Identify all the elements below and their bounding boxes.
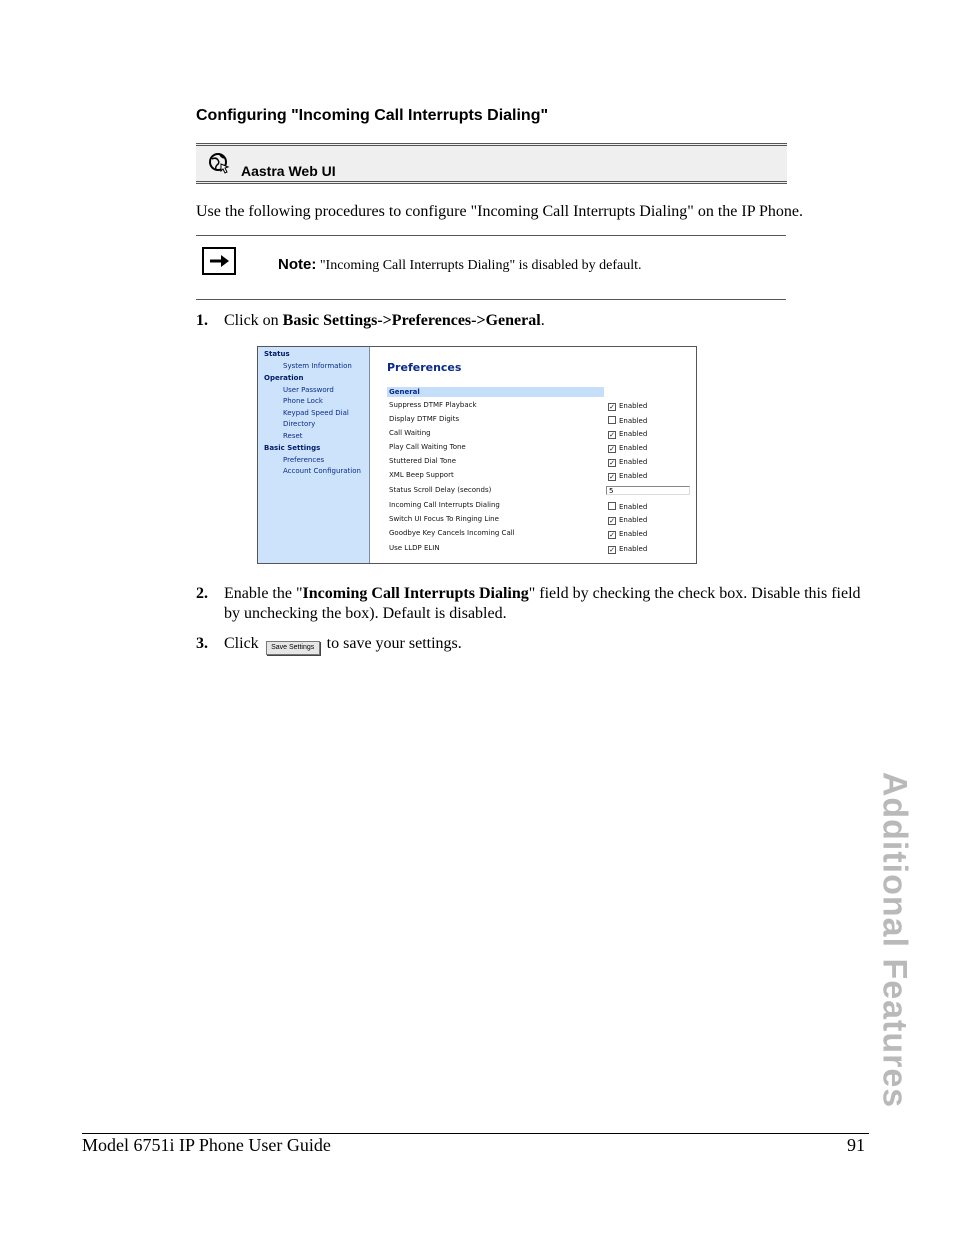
pref-label: Stuttered Dial Tone <box>389 457 457 465</box>
page-number: 91 <box>847 1135 865 1155</box>
pref-label: Switch UI Focus To Ringing Line <box>389 515 499 523</box>
note-text <box>278 256 642 274</box>
pref-label: Status Scroll Delay (seconds) <box>389 486 492 494</box>
pref-checkbox-row[interactable] <box>608 430 647 439</box>
arrow-right-icon <box>202 247 236 275</box>
step-text-pre: Click <box>224 635 263 652</box>
pref-label: Play Call Waiting Tone <box>389 443 466 451</box>
step-number: 2. <box>196 585 208 602</box>
sidebar-item-user-password[interactable]: User Password <box>283 386 334 394</box>
pref-checkbox-row[interactable] <box>608 402 647 411</box>
pref-value: Enabled <box>619 530 648 538</box>
pref-label: Display DTMF Digits <box>389 415 460 423</box>
pref-label: Suppress DTMF Playback <box>389 401 477 409</box>
pref-checkbox-row[interactable] <box>608 472 647 481</box>
pref-value: Enabled <box>619 516 648 524</box>
step-text <box>224 584 869 624</box>
pref-value: Enabled <box>619 545 648 553</box>
checkbox-checked[interactable]: ✓ <box>609 546 615 554</box>
checkbox-unchecked[interactable] <box>608 416 616 424</box>
pref-label: Incoming Call Interrupts Dialing <box>389 501 500 509</box>
chapter-side-tab-text: Additional Features <box>875 771 914 1109</box>
checkbox-checked[interactable]: ✓ <box>609 517 615 525</box>
intro-paragraph: Use the following procedures to configure "Incoming Call Interrupts Dialing" on the IP Phone. <box>196 203 804 220</box>
step-text-post: " field by checking the check box. Disable this field by unchecking the box). Default is disabled. <box>224 585 861 622</box>
step-text-pre: Enable the " <box>224 585 303 602</box>
checkbox-checked[interactable]: ✓ <box>609 431 615 439</box>
step-text-pre: Click on <box>224 312 283 329</box>
pref-label: Call Waiting <box>389 429 431 437</box>
pref-checkbox-row[interactable] <box>608 458 647 467</box>
checkbox-checked[interactable]: ✓ <box>609 459 615 467</box>
sidebar <box>258 347 370 563</box>
checkbox-checked[interactable]: ✓ <box>609 403 615 411</box>
save-settings-button[interactable]: Save Settings <box>266 641 320 655</box>
step-text-post: . <box>540 312 545 329</box>
globe-mouse-icon <box>208 152 230 174</box>
pref-value: Enabled <box>619 472 648 480</box>
chapter-side-tab <box>874 770 914 1110</box>
pref-value: Enabled <box>619 503 648 511</box>
pref-label: Goodbye Key Cancels Incoming Call <box>389 529 515 537</box>
preferences-screenshot <box>257 346 697 564</box>
preferences-title: Preferences <box>387 361 462 374</box>
pref-value: Enabled <box>619 430 648 438</box>
sidebar-item-phone-lock[interactable]: Phone Lock <box>283 397 323 405</box>
pref-label: XML Beep Support <box>389 471 454 479</box>
checkbox-checked[interactable]: ✓ <box>609 445 615 453</box>
sidebar-item-keypad-speed-dial[interactable]: Keypad Speed Dial <box>283 409 349 417</box>
pref-checkbox-row[interactable] <box>608 502 647 511</box>
sidebar-group-basic-settings[interactable]: Basic Settings <box>264 444 321 452</box>
pref-value: Enabled <box>619 417 648 425</box>
step-text-bold: Incoming Call Interrupts Dialing <box>302 585 529 602</box>
checkbox-checked[interactable]: ✓ <box>609 531 615 539</box>
section-heading: Configuring "Incoming Call Interrupts Dialing" <box>196 107 549 124</box>
pref-checkbox-row[interactable] <box>608 416 647 425</box>
step-number: 3. <box>196 635 208 652</box>
pref-value: Enabled <box>619 458 648 466</box>
note-body: "Incoming Call Interrupts Dialing" is disabled by default. <box>319 258 642 273</box>
sidebar-group-status[interactable]: Status <box>264 350 290 358</box>
web-ui-banner <box>196 143 787 184</box>
sidebar-item-preferences[interactable]: Preferences <box>283 456 325 464</box>
checkbox-unchecked[interactable] <box>608 502 616 510</box>
pref-label: Use LLDP ELIN <box>389 544 440 552</box>
checkbox-checked[interactable]: ✓ <box>609 473 615 481</box>
note-box <box>196 235 786 300</box>
step-text-bold: Basic Settings->Preferences->General <box>282 312 541 329</box>
pref-checkbox-row[interactable] <box>608 516 647 525</box>
step-text <box>224 634 869 655</box>
sidebar-item-reset[interactable]: Reset <box>283 432 303 440</box>
step-text-post: to save your settings. <box>322 635 462 652</box>
status-scroll-delay-input[interactable]: 5 <box>606 486 690 495</box>
sidebar-item-system-information[interactable]: System Information <box>283 362 352 370</box>
pref-checkbox-row[interactable] <box>608 545 647 554</box>
general-section-bar <box>387 387 604 397</box>
step-3 <box>196 634 876 656</box>
step-2 <box>196 584 876 626</box>
step-text <box>224 311 869 331</box>
general-section-label: General <box>389 388 420 396</box>
pref-value: Enabled <box>619 444 648 452</box>
sidebar-item-account-configuration[interactable]: Account Configuration <box>283 467 361 475</box>
pref-checkbox-row[interactable] <box>608 444 647 453</box>
pref-value: Enabled <box>619 402 648 410</box>
pref-checkbox-row[interactable] <box>608 530 647 539</box>
footer-title: Model 6751i IP Phone User Guide <box>82 1135 331 1155</box>
sidebar-item-directory[interactable]: Directory <box>283 420 316 428</box>
step-number: 1. <box>196 312 208 329</box>
footer-rule <box>82 1133 869 1134</box>
step-1 <box>196 311 876 333</box>
sidebar-group-operation[interactable]: Operation <box>264 374 304 382</box>
note-label: Note: <box>278 256 317 273</box>
web-ui-label: Aastra Web UI <box>241 163 336 179</box>
